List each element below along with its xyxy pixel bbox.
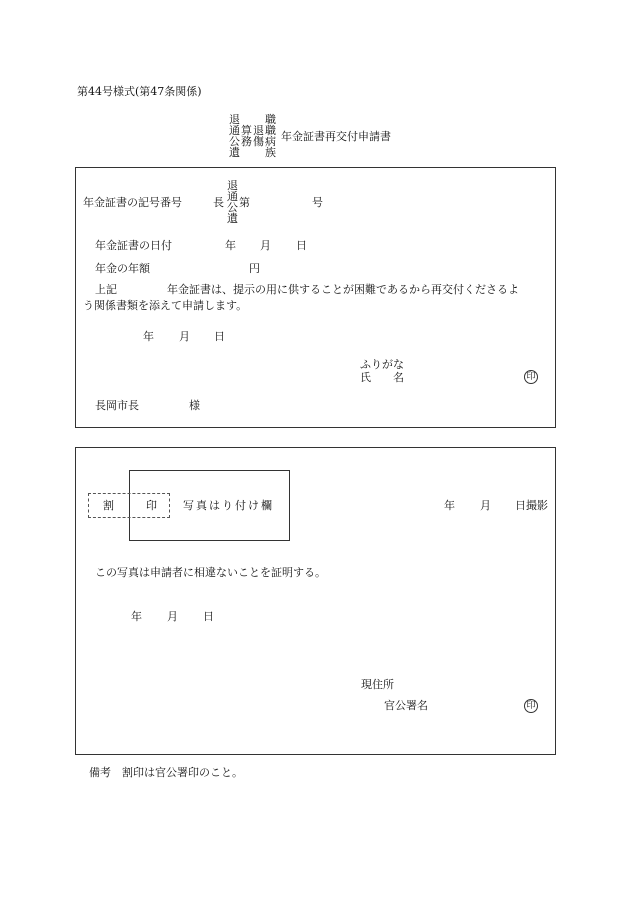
title-char: 職 <box>265 124 276 137</box>
application-date-month: 月 <box>179 330 190 343</box>
application-date-year: 年 <box>143 330 154 343</box>
title-char: 遺 <box>229 146 240 159</box>
certify-date-day: 日 <box>203 610 214 623</box>
title-char: 退 <box>229 113 240 126</box>
cert-go: 号 <box>312 196 323 209</box>
body-line1-b: 年金証書は、提示の用に供することが困難であるから再交付くださるよ <box>167 283 519 296</box>
cert-date-day: 日 <box>296 239 307 252</box>
seal-icon: 印 <box>524 370 538 384</box>
taken-day: 日撮影 <box>515 499 548 512</box>
title-char: 族 <box>265 146 276 159</box>
title-type-col2 <box>241 114 252 158</box>
note: 備考 割印は官公署印のこと。 <box>89 766 243 779</box>
title-type-col3 <box>253 114 264 158</box>
form-number: 第44号様式(第47条関係) <box>77 85 202 98</box>
body-line1-a: 上記 <box>95 283 117 296</box>
office-label: 官公署名 <box>384 699 428 712</box>
application-date-day: 日 <box>214 330 225 343</box>
taken-year: 年 <box>444 499 455 512</box>
title-char <box>253 147 264 158</box>
cert-date-year: 年 <box>225 239 236 252</box>
title-char: 職 <box>265 113 276 126</box>
title-suffix: 年金証書再交付申請書 <box>281 130 391 143</box>
title-char: 通 <box>229 124 240 137</box>
certify-date-year: 年 <box>131 610 142 623</box>
split-seal-left: 割 <box>103 499 114 512</box>
name-label: 氏 名 <box>360 371 404 384</box>
cert-date-label: 年金証書の日付 <box>95 239 172 252</box>
office-seal-icon: 印 <box>524 699 538 713</box>
certify-date-month: 月 <box>167 610 178 623</box>
addressee: 長岡市長 <box>95 399 139 412</box>
title-char: 務 <box>241 135 252 148</box>
split-seal-area <box>88 493 170 518</box>
photo-label: 写真はり付け欄 <box>183 499 274 512</box>
annual-amount-unit: 円 <box>249 262 260 275</box>
annual-amount-label: 年金の年額 <box>95 262 150 275</box>
title-char: 退 <box>253 124 264 137</box>
split-seal-right: 印 <box>146 499 157 512</box>
furigana-label: ふりがな <box>360 358 404 371</box>
taken-month: 月 <box>480 499 491 512</box>
cert-dai: 第 <box>239 196 250 209</box>
cert-prefix: 長 <box>213 196 224 209</box>
cert-type-char: 遺 <box>227 212 238 225</box>
title-char: 公 <box>229 135 240 148</box>
cert-type-stack <box>227 180 238 224</box>
addressee-sama: 様 <box>189 399 200 412</box>
cert-number-label: 年金証書の記号番号 <box>83 196 182 209</box>
cert-date-month: 月 <box>260 239 271 252</box>
title-type-col1 <box>229 114 240 158</box>
title-char: 傷 <box>253 135 264 148</box>
title-type-col4 <box>265 114 276 158</box>
title-char: 病 <box>265 135 276 148</box>
cert-type-char: 退 <box>227 179 238 192</box>
body-line2: う関係書類を添えて申請します。 <box>83 299 248 312</box>
cert-type-char: 公 <box>227 201 238 214</box>
certify-text: この写真は申請者に相違ないことを証明する。 <box>95 566 326 579</box>
address-label: 現住所 <box>361 678 394 691</box>
title-char <box>241 147 252 158</box>
cert-type-char: 通 <box>227 190 238 203</box>
title-char: 算 <box>241 124 252 137</box>
